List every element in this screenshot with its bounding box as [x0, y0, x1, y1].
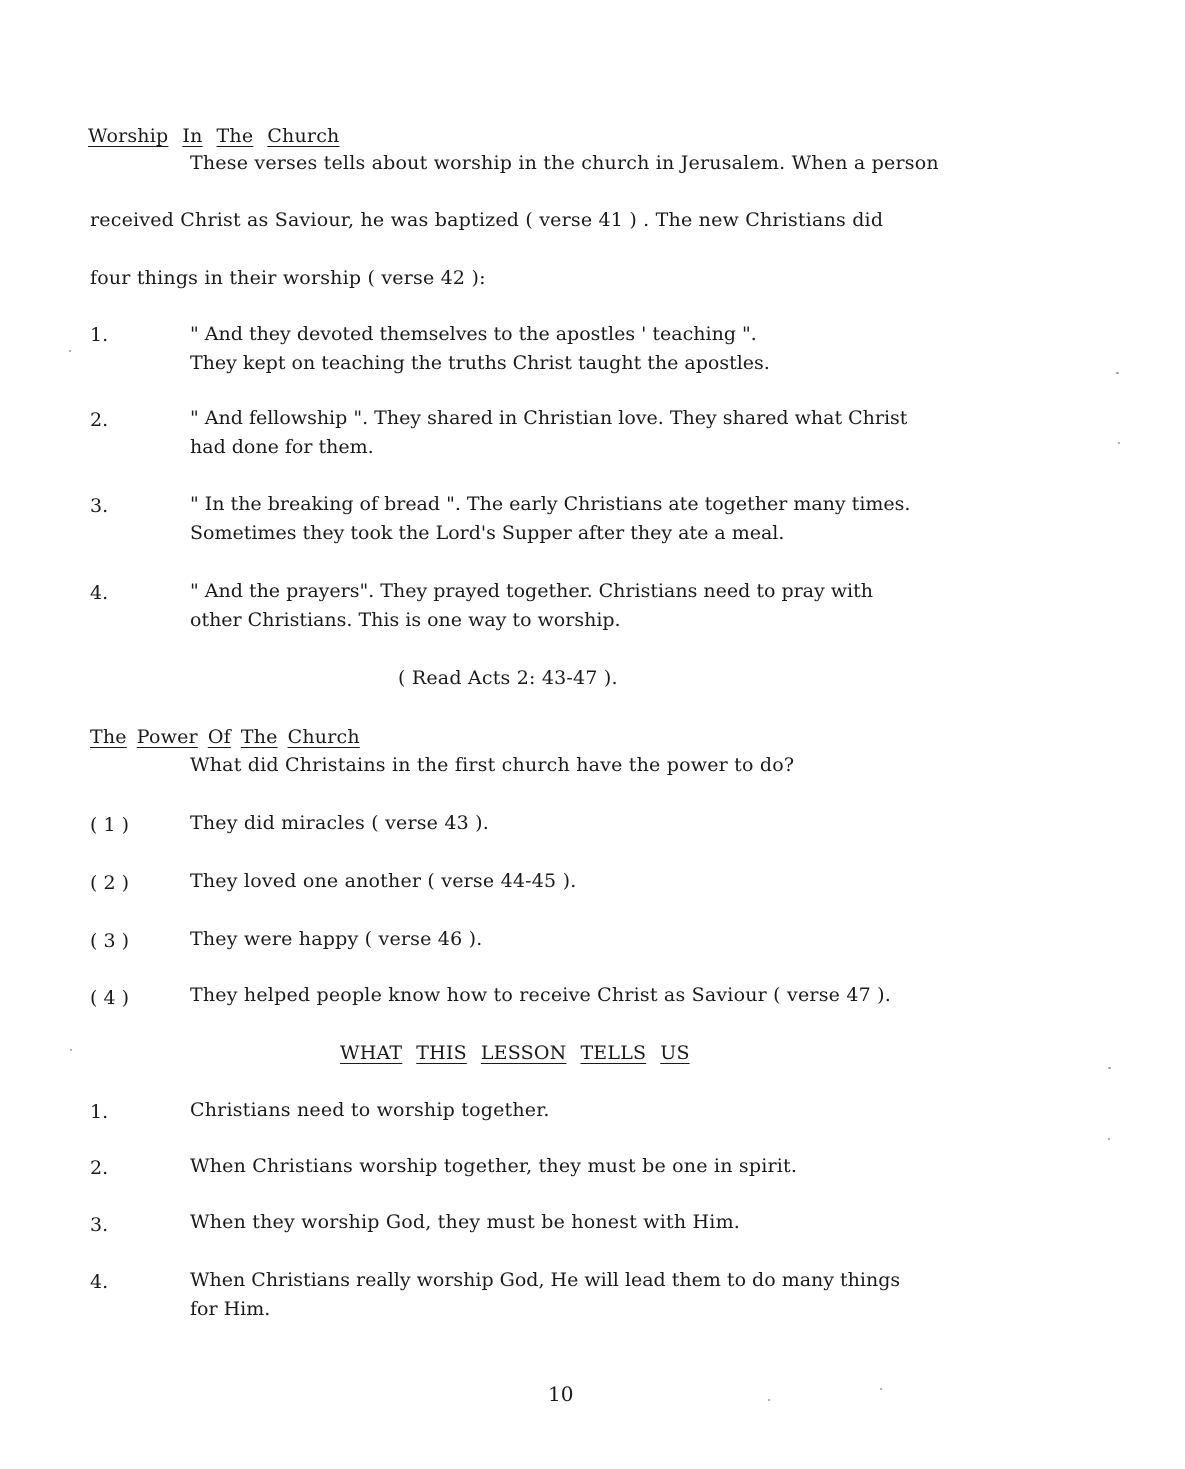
item-line: " And they devoted themselves to the apostles ' teaching ".	[190, 323, 757, 345]
item-line: for Him.	[190, 1298, 271, 1320]
list-item: They loved one another ( verse 44-45 ).	[190, 870, 577, 892]
scan-speck	[880, 1388, 882, 1390]
heading-word: Worship	[88, 125, 169, 147]
item-number: ( 3 )	[90, 930, 129, 952]
section-heading-lesson	[340, 1040, 704, 1066]
item-line: Sometimes they took the Lord's Supper after they ate a meal.	[190, 522, 785, 544]
scan-speck	[1118, 442, 1120, 444]
scripture-reference: ( Read Acts 2: 43-47 ).	[398, 667, 618, 689]
item-line: had done for them.	[190, 436, 374, 458]
item-number: 3.	[90, 1214, 109, 1236]
item-number: 4.	[90, 582, 109, 604]
heading-word: THIS	[416, 1042, 467, 1064]
list-item: They did miracles ( verse 43 ).	[190, 812, 490, 834]
item-number: ( 1 )	[90, 814, 129, 836]
heading-word: The	[90, 726, 127, 748]
section-heading-power	[90, 724, 374, 750]
item-number: 1.	[90, 1101, 109, 1123]
list-item: They helped people know how to receive Christ as Saviour ( verse 47 ).	[190, 984, 891, 1006]
scan-speck	[768, 1399, 770, 1401]
paragraph-line: received Christ as Saviour, he was baptized ( verse 41 ) . The new Christians did	[90, 209, 884, 231]
scan-speck	[1108, 1138, 1110, 1140]
item-line: When Christians really worship God, He will lead them to do many things	[190, 1269, 901, 1291]
heading-word: Church	[267, 125, 340, 147]
heading-word: TELLS	[580, 1042, 647, 1064]
list-item	[190, 404, 907, 462]
heading-word: Power	[136, 726, 198, 748]
list-item: Christians need to worship together.	[190, 1099, 550, 1121]
heading-word: The	[216, 125, 254, 147]
heading-word: In	[182, 125, 203, 147]
item-number: 1.	[90, 324, 109, 346]
page-number: 10	[548, 1382, 574, 1406]
item-number: ( 2 )	[90, 872, 129, 894]
list-item: When they worship God, they must be honest with Him.	[190, 1211, 741, 1233]
scan-speck	[1108, 1067, 1111, 1069]
scan-speck	[70, 1049, 72, 1051]
list-item	[190, 577, 873, 635]
list-item: When Christians worship together, they must be one in spirit.	[190, 1155, 798, 1177]
item-line: " And the prayers". They prayed together. Christians need to pray with	[190, 580, 873, 602]
heading-word: Church	[287, 726, 360, 748]
section-heading-worship	[88, 123, 353, 149]
list-item: They were happy ( verse 46 ).	[190, 928, 483, 950]
heading-word: Of	[207, 726, 231, 748]
item-number: 2.	[90, 409, 109, 431]
item-number: 2.	[90, 1157, 109, 1179]
paragraph-line: four things in their worship ( verse 42 ):	[90, 267, 486, 289]
heading-word: US	[660, 1042, 690, 1064]
item-number: ( 4 )	[90, 987, 129, 1009]
item-line: " And fellowship ". They shared in Christian love. They shared what Christ	[190, 407, 908, 429]
heading-word: LESSON	[480, 1042, 567, 1064]
item-line: other Christians. This is one way to worship.	[190, 609, 621, 631]
item-number: 4.	[90, 1271, 109, 1293]
scan-speck	[1116, 372, 1119, 374]
section-question: What did Christains in the first church have the power to do?	[190, 754, 795, 776]
paragraph-line: These verses tells about worship in the church in Jerusalem. When a person	[190, 152, 939, 174]
heading-word: WHAT	[340, 1042, 403, 1064]
item-number: 3.	[90, 495, 109, 517]
item-line: They kept on teaching the truths Christ taught the apostles.	[190, 352, 770, 374]
heading-word: The	[240, 726, 278, 748]
list-item	[190, 490, 910, 548]
scan-speck	[69, 350, 71, 352]
list-item	[190, 1266, 900, 1324]
list-item	[190, 320, 770, 378]
item-line: " In the breaking of bread ". The early Christians ate together many times.	[190, 493, 911, 515]
